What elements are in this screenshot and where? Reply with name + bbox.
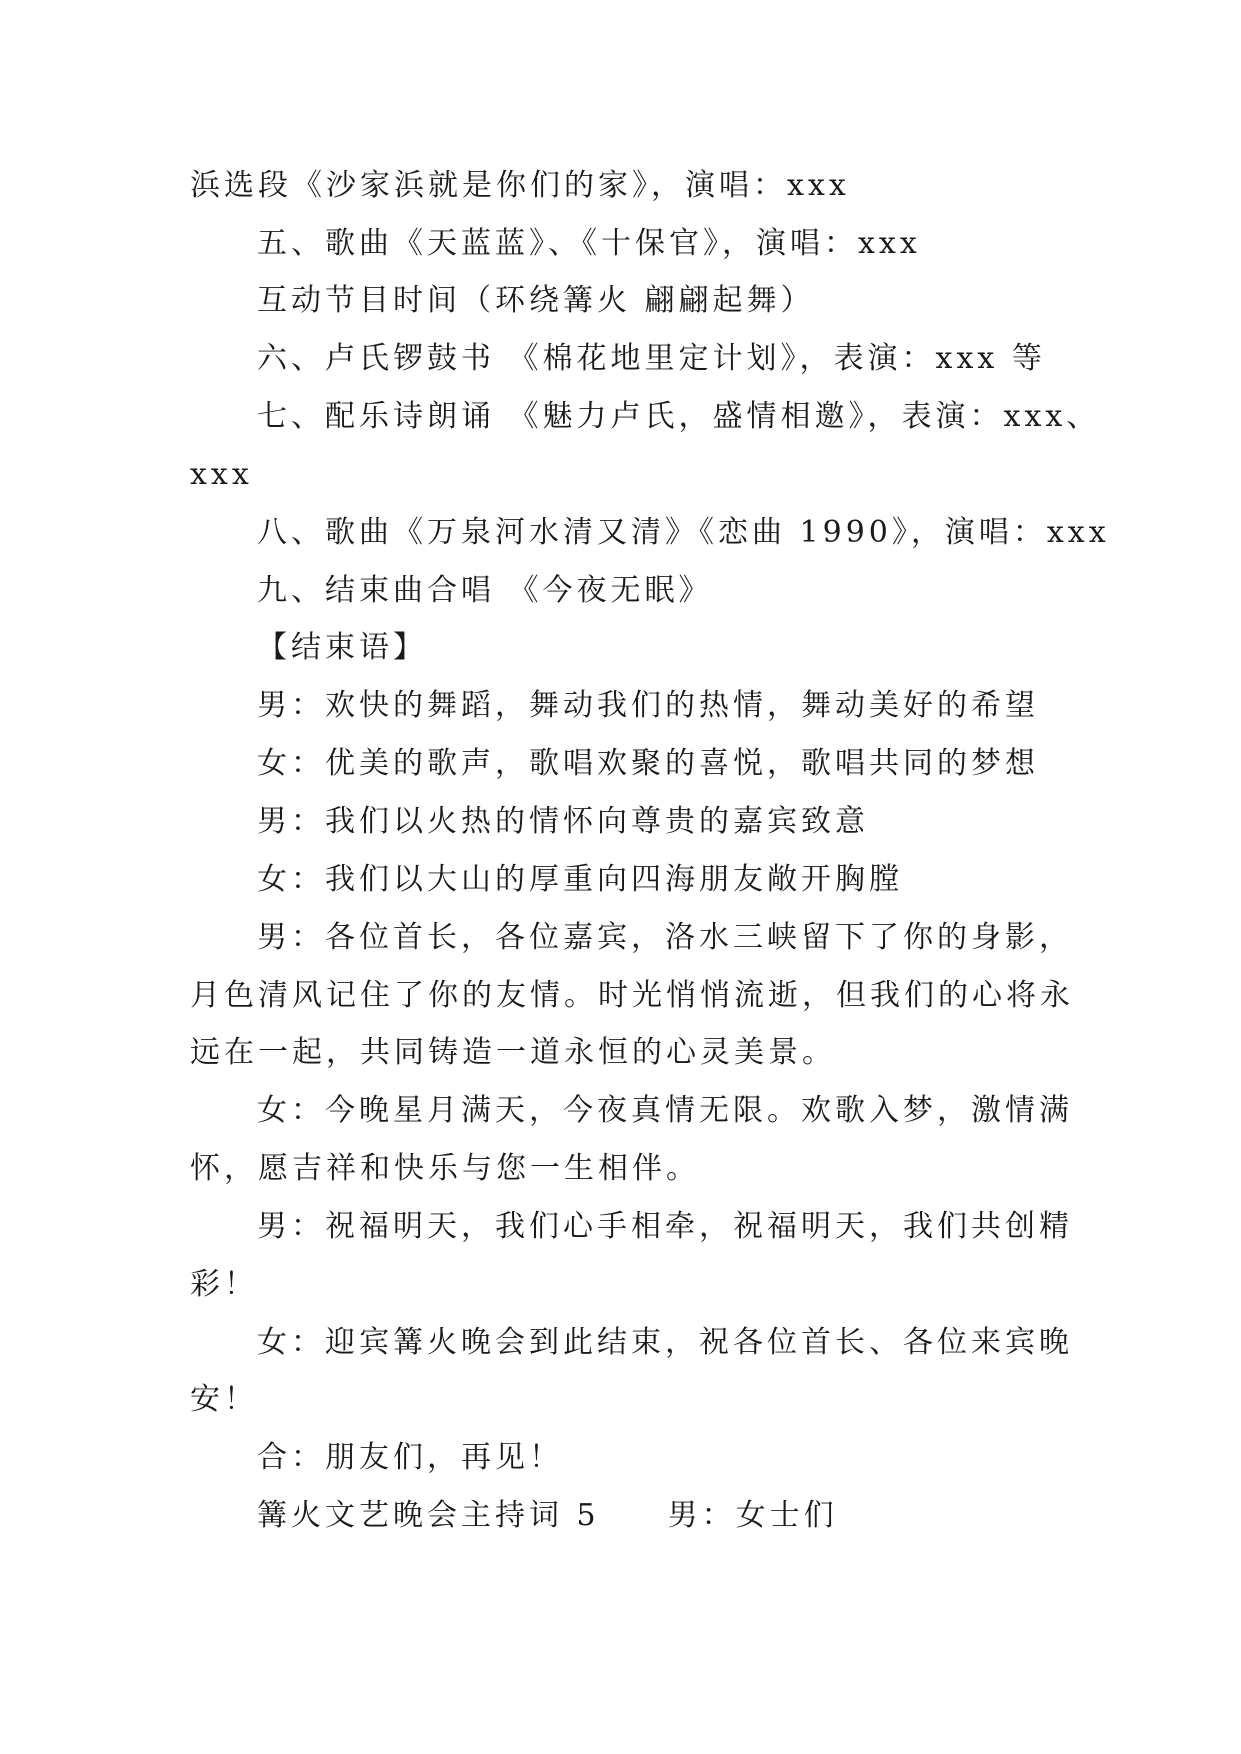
- text-line: 九、结束曲合唱 《今夜无眠》: [257, 573, 713, 608]
- text-line: 八、歌曲《万泉河水清又清》《恋曲 1990》，演唱：xxx: [257, 515, 1110, 550]
- text-line: 五、歌曲《天蓝蓝》、《十保官》，演唱：xxx: [257, 226, 921, 261]
- text-line: 男：我们以火热的情怀向尊贵的嘉宾致意: [257, 804, 869, 839]
- text-line: 六、卢氏锣鼓书 《棉花地里定计划》，表演：xxx 等: [257, 341, 1046, 376]
- text-line: 七、配乐诗朗诵 《魅力卢氏，盛情相邀》，表演：xxx、: [257, 399, 1101, 434]
- text-line: 怀，愿吉祥和快乐与您一生相伴。: [190, 1151, 700, 1186]
- text-line: 女：今晚星月满天，今夜真情无限。欢歌入梦，激情满: [257, 1093, 1073, 1128]
- text-line: 互动节目时间（环绕篝火 翩翩起舞）: [257, 283, 815, 318]
- text-line: 篝火文艺晚会主持词 5 男：女士们: [257, 1498, 838, 1533]
- text-line: 合：朋友们，再见！: [257, 1440, 563, 1475]
- text-line: 女：迎宾篝火晚会到此结束，祝各位首长、各位来宾晚: [257, 1325, 1073, 1360]
- text-line: 男：各位首长，各位嘉宾，洛水三峡留下了你的身影，: [257, 920, 1073, 955]
- text-line: 男：欢快的舞蹈，舞动我们的热情，舞动美好的希望: [257, 688, 1039, 723]
- text-line: 安！: [190, 1382, 258, 1417]
- text-line: 月色清风记住了你的友情。时光悄悄流逝，但我们的心将永: [190, 978, 1074, 1013]
- text-line: 男：祝福明天，我们心手相牵，祝福明天，我们共创精: [257, 1209, 1073, 1244]
- text-line: 女：我们以大山的厚重向四海朋友敞开胸膛: [257, 862, 903, 897]
- text-line: 彩！: [190, 1267, 258, 1302]
- text-line: xxx: [190, 457, 253, 492]
- section-heading: 【结束语】: [257, 630, 427, 665]
- text-line: 浜选段《沙家浜就是你们的家》，演唱：xxx: [190, 168, 850, 203]
- text-line: 远在一起，共同铸造一道永恒的心灵美景。: [190, 1035, 836, 1070]
- text-line: 女：优美的歌声，歌唱欢聚的喜悦，歌唱共同的梦想: [257, 746, 1039, 781]
